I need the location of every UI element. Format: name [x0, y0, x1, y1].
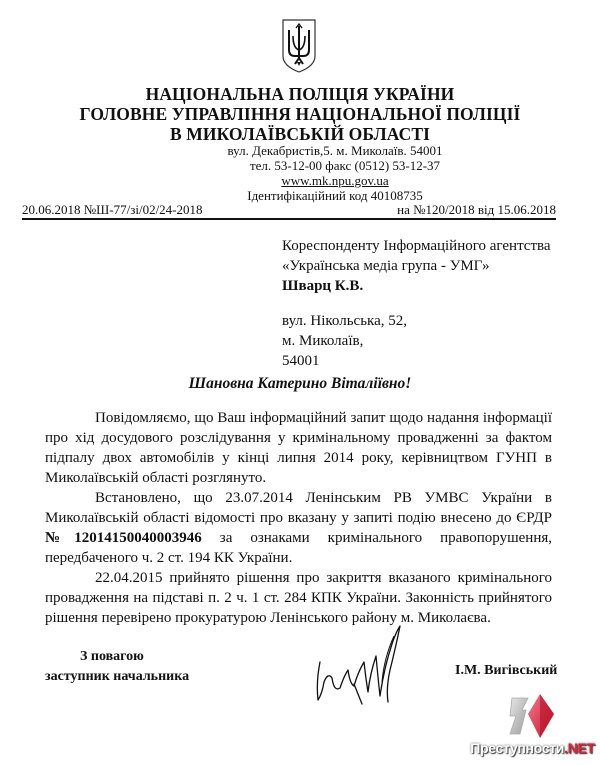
trident-emblem-icon [281, 18, 317, 74]
org-phone: тел. 53-12-00 факс (0512) 53-12-37 [249, 158, 441, 173]
org-name-line1: НАЦІОНАЛЬНА ПОЛІЦІЯ УКРАЇНИ [145, 84, 455, 104]
salutation: Шановна Катерино Віталіївно! [188, 375, 412, 392]
org-name-line2: ГОЛОВНЕ УПРАВЛІННЯ НАЦІОНАЛЬНОЇ ПОЛІЦІЇ [79, 104, 521, 124]
recipient-line1: Кореспонденту Інформаційного агентства [282, 238, 551, 254]
incoming-reference: на №120/2018 від 15.06.2018 [397, 202, 556, 217]
body-paragraph-2 [45, 488, 552, 568]
closing-regards: З повагою [80, 649, 144, 664]
watermark-brand-name: Преступности [470, 740, 565, 756]
handwritten-signature-icon [310, 622, 420, 707]
recipient-street: вул. Нікольська, 52, [282, 313, 408, 329]
signer-name: І.М. Вигівський [455, 663, 558, 678]
watermark [470, 690, 595, 762]
body-paragraph-1 [45, 408, 552, 488]
org-website-link[interactable]: www.mk.npu.gov.ua [281, 173, 389, 188]
paragraph-text: за ознаками кримінального правопорушення, передбаченого ч. 2 ст. 194 КК України. [45, 530, 552, 566]
paragraph-text: 22.04.2015 прийнято рішення про закриття вказаного кримінального провадження на підставі п. 2 ч. 1 ст. 284 КПК України. Законність прийнятого рішення перевірено прокуратурою Ленінського району м. Миколаєва. [45, 570, 552, 626]
erdr-number: №12014150040003946 [45, 530, 202, 546]
paragraph-text: Повідомляємо, що Ваш інформаційний запит щодо надання інформації про хід досудового розслідування у кримінальному провадженні за фактом підпалу двох автомобілів у кінці липня 2014 року, керівництвом ГУНП в Миколаївській області розглянуто. [45, 410, 552, 486]
body-paragraph-3 [45, 568, 552, 628]
watermark-brand-suffix: .NET [564, 740, 595, 756]
recipient-postcode: 54001 [282, 353, 320, 369]
recipient-city: м. Миколаїв, [282, 333, 364, 349]
signer-position: заступник начальника [45, 669, 190, 684]
crystal-logo-icon [470, 690, 595, 745]
org-address: вул. Декабристів,5. м. Миколаїв. 54001 [227, 143, 443, 158]
org-id-code: Ідентифікаційний код 40108735 [247, 188, 423, 203]
reference-line [22, 202, 556, 220]
recipient-name: Шварц К.В. [282, 278, 364, 294]
watermark-brand [470, 740, 595, 756]
outgoing-reference: 20.06.2018 №Ш-77/зі/02/24-2018 [22, 202, 203, 217]
recipient-line2: «Українська медіа група - УМГ» [282, 258, 490, 274]
paragraph-text: Встановлено, що 23.07.2014 Ленінським РВ УМВС України в Миколаївській області відомості про вказану у запиті подію внесено до ЄРДР [45, 490, 552, 526]
org-name-line3: В МИКОЛАЇВСЬКІЙ ОБЛАСТІ [170, 124, 430, 144]
